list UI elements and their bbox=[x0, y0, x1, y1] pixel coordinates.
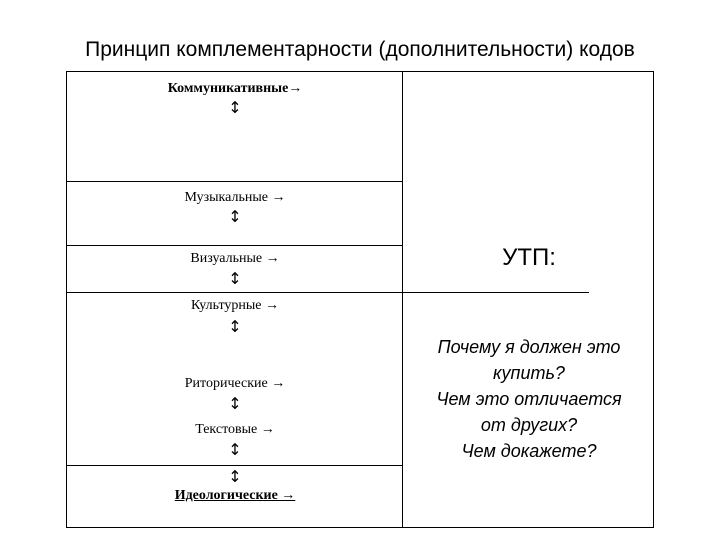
updown-arrow-icon: ↕ bbox=[228, 207, 242, 226]
code-label-musical: Музыкальные → bbox=[184, 190, 286, 205]
code-label-communicative: Коммуникативные→ bbox=[167, 81, 303, 96]
updown-arrow-icon: ↕ bbox=[228, 440, 242, 459]
code-label-rhetorical: Риторические → bbox=[184, 376, 286, 391]
row-divider bbox=[67, 292, 589, 293]
utp-question-line: Почему я должен это bbox=[437, 337, 621, 357]
row-divider bbox=[67, 181, 402, 182]
utp-question-line: Чем докажете? bbox=[461, 441, 597, 461]
code-label-cultural: Культурные → bbox=[190, 298, 280, 313]
updown-arrow-icon: ↕ bbox=[228, 98, 242, 117]
codes-column bbox=[67, 72, 403, 527]
code-label-visual: Визуальные → bbox=[190, 251, 280, 266]
code-label-textual: Текстовые → bbox=[195, 422, 275, 437]
code-label-ideological: Идеологические → bbox=[174, 488, 296, 503]
codes-table bbox=[66, 71, 654, 528]
utp-heading: УТП: bbox=[502, 244, 556, 271]
updown-arrow-icon: ↕ bbox=[228, 467, 242, 486]
row-divider bbox=[67, 245, 402, 246]
utp-questions bbox=[403, 334, 655, 464]
updown-arrow-icon: ↕ bbox=[228, 394, 242, 413]
updown-arrow-icon: ↕ bbox=[228, 317, 242, 336]
slide-title: Принцип комплементарности (дополнительности) кодов bbox=[85, 38, 635, 61]
utp-question-line: Чем это отличается bbox=[436, 389, 622, 409]
row-divider bbox=[67, 465, 402, 466]
utp-question-line: от других? bbox=[480, 415, 578, 435]
updown-arrow-icon: ↕ bbox=[228, 269, 242, 288]
utp-question-line: купить? bbox=[493, 363, 565, 383]
